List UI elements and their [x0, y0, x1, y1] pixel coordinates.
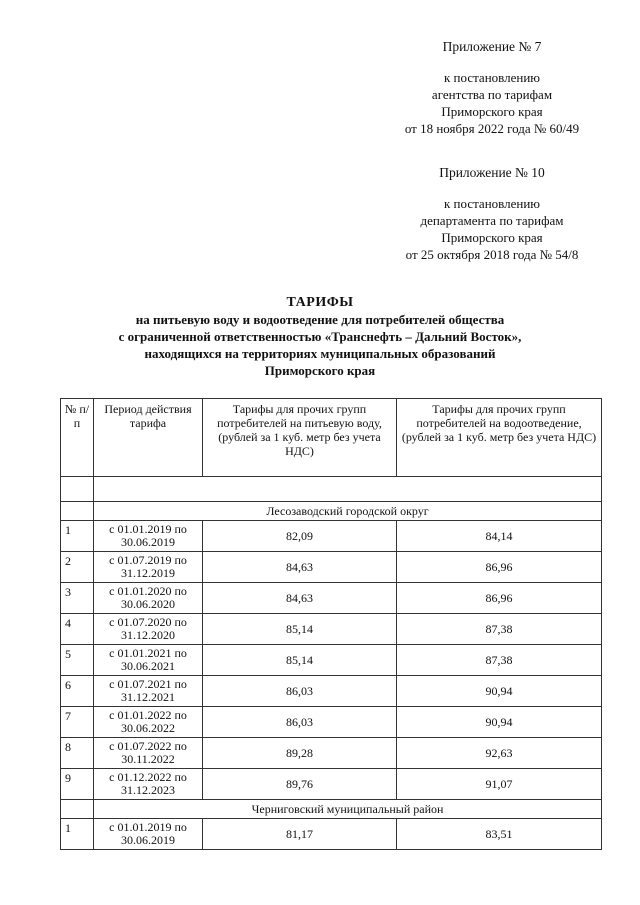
row-period: с 01.07.2021 по 31.12.2021: [94, 676, 203, 707]
appendix-title: Приложение № 10: [439, 165, 545, 180]
row-sewage-tariff: 87,38: [397, 645, 602, 676]
table-row: [61, 521, 602, 552]
appendix-10-block: [372, 164, 612, 263]
empty-cell: [61, 800, 94, 819]
row-number: 5: [61, 645, 94, 676]
appendix-line: Приморского края: [441, 104, 543, 119]
row-sewage-tariff: 83,51: [397, 819, 602, 850]
row-period: с 01.01.2022 по 30.06.2022: [94, 707, 203, 738]
appendix-line: агентства по тарифам: [431, 87, 553, 102]
table-header-row: [61, 399, 602, 477]
row-sewage-tariff: 86,96: [397, 552, 602, 583]
row-period: с 01.01.2020 по 30.06.2020: [94, 583, 203, 614]
empty-cell: [61, 477, 94, 502]
section-row: [61, 502, 602, 521]
row-sewage-tariff: 91,07: [397, 769, 602, 800]
appendix-line: Приморского края: [441, 230, 543, 245]
row-number: 4: [61, 614, 94, 645]
appendix-line: от 25 октября 2018 года № 54/8: [405, 247, 579, 262]
row-water-tariff: 84,63: [203, 583, 397, 614]
row-water-tariff: 89,76: [203, 769, 397, 800]
section-name: Лесозаводский городской округ: [94, 502, 602, 521]
table-row: [61, 819, 602, 850]
row-number: 1: [61, 819, 94, 850]
row-water-tariff: 84,63: [203, 552, 397, 583]
table-row: [61, 614, 602, 645]
table-row: [61, 645, 602, 676]
table-row: [61, 552, 602, 583]
row-water-tariff: 86,03: [203, 676, 397, 707]
row-water-tariff: 85,14: [203, 614, 397, 645]
header-sewage-tariff: Тарифы для прочих групп потребителей на водоотведение, (рублей за 1 куб. метр без учета НДС): [397, 399, 602, 477]
row-period: с 01.12.2022 по 31.12.2023: [94, 769, 203, 800]
document-title: ТАРИФЫ: [286, 295, 354, 310]
appendix-line: к постановлению: [443, 70, 541, 85]
tariff-table: [60, 398, 602, 850]
section-row: [61, 800, 602, 819]
header-period: Период действия тарифа: [94, 399, 203, 477]
heading-line: Приморского края: [264, 363, 376, 378]
row-water-tariff: 81,17: [203, 819, 397, 850]
row-number: 8: [61, 738, 94, 769]
heading-line: с ограниченной ответственностью «Транснефть – Дальний Восток»,: [118, 329, 522, 344]
row-period: с 01.07.2022 по 30.11.2022: [94, 738, 203, 769]
appendix-7-block: [372, 38, 612, 137]
row-number: 3: [61, 583, 94, 614]
row-period: с 01.01.2021 по 30.06.2021: [94, 645, 203, 676]
row-water-tariff: 89,28: [203, 738, 397, 769]
row-sewage-tariff: 84,14: [397, 521, 602, 552]
row-sewage-tariff: 90,94: [397, 676, 602, 707]
row-number: 1: [61, 521, 94, 552]
heading-line: на питьевую воду и водоотведение для потребителей общества: [135, 312, 505, 327]
row-water-tariff: 85,14: [203, 645, 397, 676]
appendix-line: департамента по тарифам: [420, 213, 564, 228]
row-sewage-tariff: 87,38: [397, 614, 602, 645]
appendix-line: от 18 ноября 2022 года № 60/49: [404, 121, 580, 136]
row-period: с 01.07.2019 по 31.12.2019: [94, 552, 203, 583]
appendix-title: Приложение № 7: [442, 39, 542, 54]
header-water-tariff: Тарифы для прочих групп потребителей на питьевую воду, (рублей за 1 куб. метр без учета НДС): [203, 399, 397, 477]
table-row: [61, 769, 602, 800]
row-number: 6: [61, 676, 94, 707]
table-row: [61, 738, 602, 769]
empty-cell: [94, 477, 602, 502]
row-period: с 01.01.2019 по 30.06.2019: [94, 819, 203, 850]
row-sewage-tariff: 92,63: [397, 738, 602, 769]
row-water-tariff: 82,09: [203, 521, 397, 552]
row-period: с 01.01.2019 по 30.06.2019: [94, 521, 203, 552]
table-row: [61, 583, 602, 614]
row-sewage-tariff: 90,94: [397, 707, 602, 738]
row-water-tariff: 86,03: [203, 707, 397, 738]
row-number: 2: [61, 552, 94, 583]
table-row: [61, 707, 602, 738]
table-body: [61, 477, 602, 850]
appendix-line: к постановлению: [443, 196, 541, 211]
row-sewage-tariff: 86,96: [397, 583, 602, 614]
empty-cell: [61, 502, 94, 521]
document-heading: [80, 294, 560, 379]
table-row: [61, 676, 602, 707]
row-period: с 01.07.2020 по 31.12.2020: [94, 614, 203, 645]
section-name: Черниговский муниципальный район: [94, 800, 602, 819]
row-number: 9: [61, 769, 94, 800]
row-number: 7: [61, 707, 94, 738]
heading-line: находящихся на территориях муниципальных образований: [144, 346, 496, 361]
header-num: № п/п: [61, 399, 94, 477]
section-spacer-row: [61, 477, 602, 502]
